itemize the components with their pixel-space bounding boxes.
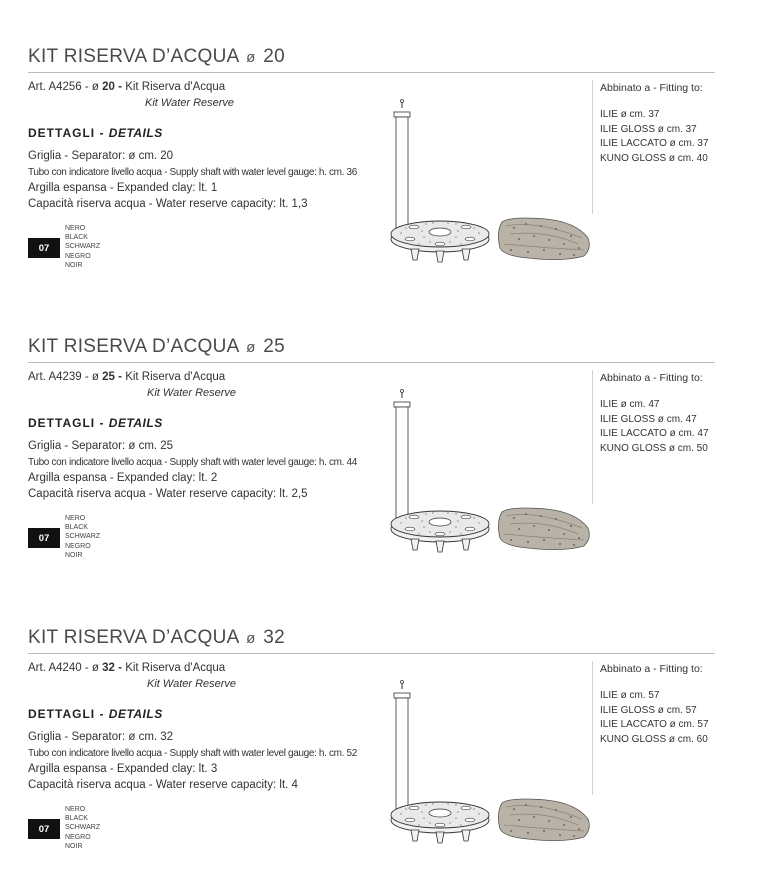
separator-grid	[391, 511, 489, 542]
diameter-symbol: ø	[246, 339, 256, 356]
fitting-title: Abbinato a - Fitting to:	[600, 82, 703, 94]
section-title: KIT RISERVA D’ACQUA ø 20	[28, 46, 285, 67]
supply-shaft-tube	[394, 100, 410, 235]
spec-capacity: Capacità riserva acqua - Water reserve capacity: lt. 1,3	[28, 198, 308, 210]
spec-separator: Griglia - Separator: ø cm. 25	[28, 440, 174, 452]
fitting-item: ILIE GLOSS ø cm. 37	[600, 124, 697, 135]
color-code-badge: 07	[28, 238, 60, 258]
fitting-item: KUNO GLOSS ø cm. 40	[600, 153, 708, 164]
article-name-en: Kit Water Reserve	[145, 97, 235, 109]
color-names: NERO BLACK SCHWARZ NEGRO NOIR	[65, 515, 101, 559]
fitting-item: ILIE ø cm. 57	[600, 690, 660, 701]
spec-expanded-clay: Argilla espansa - Expanded clay: lt. 3	[28, 763, 218, 775]
fitting-title: Abbinato a - Fitting to:	[600, 372, 703, 384]
divider	[28, 653, 715, 654]
details-heading: DETTAGLI - DETAILS	[28, 707, 163, 721]
product-section-25	[0, 290, 760, 580]
spec-separator: Griglia - Separator: ø cm. 20	[28, 150, 174, 162]
spec-separator: Griglia - Separator: ø cm. 32	[28, 731, 174, 743]
supply-shaft-tube	[394, 390, 410, 525]
spec-supply-shaft: Tubo con indicatore livello acqua - Supply shaft with water level gauge: h. cm. 52	[28, 748, 357, 759]
expanded-clay-bag	[498, 799, 589, 841]
fitting-item: ILIE LACCATO ø cm. 47	[600, 428, 709, 439]
expanded-clay-bag	[498, 508, 589, 550]
article-name-en: Kit Water Reserve	[147, 678, 237, 690]
separator-grid	[391, 221, 489, 252]
spec-expanded-clay: Argilla espansa - Expanded clay: lt. 1	[28, 182, 218, 194]
spec-expanded-clay: Argilla espansa - Expanded clay: lt. 2	[28, 472, 218, 484]
color-names: NERO BLACK SCHWARZ NEGRO NOIR	[65, 806, 101, 850]
fitting-item: ILIE ø cm. 47	[600, 399, 660, 410]
fitting-item: ILIE LACCATO ø cm. 37	[600, 138, 709, 149]
spec-capacity: Capacità riserva acqua - Water reserve capacity: lt. 2,5	[28, 488, 308, 500]
supply-shaft-tube	[394, 681, 410, 816]
article-name-en: Kit Water Reserve	[147, 387, 237, 399]
separator-grid	[391, 802, 489, 833]
color-code-badge: 07	[28, 819, 60, 839]
diameter-symbol: ø	[246, 49, 256, 66]
product-section-32	[0, 581, 760, 871]
fitting-item: ILIE LACCATO ø cm. 57	[600, 719, 709, 730]
fitting-item: KUNO GLOSS ø cm. 50	[600, 443, 708, 454]
expanded-clay-bag	[498, 218, 589, 260]
article-line: Art. A4239 - ø 25 - Kit Riserva d'Acqua	[28, 371, 226, 383]
details-heading: DETTAGLI - DETAILS	[28, 126, 163, 140]
fitting-item: ILIE ø cm. 37	[600, 109, 660, 120]
product-section-20	[0, 0, 760, 290]
fitting-title: Abbinato a - Fitting to:	[600, 663, 703, 675]
fitting-item: KUNO GLOSS ø cm. 60	[600, 734, 708, 745]
section-title: KIT RISERVA D’ACQUA ø 32	[28, 627, 285, 648]
spec-supply-shaft: Tubo con indicatore livello acqua - Supply shaft with water level gauge: h. cm. 44	[28, 457, 357, 468]
article-line: Art. A4240 - ø 32 - Kit Riserva d'Acqua	[28, 662, 226, 674]
water-reserve-kit-illustration	[386, 98, 596, 268]
article-line: Art. A4256 - ø 20 - Kit Riserva d'Acqua	[28, 81, 226, 93]
color-code-badge: 07	[28, 528, 60, 548]
diameter-symbol: ø	[246, 630, 256, 647]
details-heading: DETTAGLI - DETAILS	[28, 416, 163, 430]
section-title: KIT RISERVA D’ACQUA ø 25	[28, 336, 285, 357]
water-reserve-kit-illustration	[386, 679, 596, 849]
divider	[28, 72, 715, 73]
spec-supply-shaft: Tubo con indicatore livello acqua - Supply shaft with water level gauge: h. cm. 36	[28, 167, 357, 178]
divider	[28, 362, 715, 363]
fitting-item: ILIE GLOSS ø cm. 47	[600, 414, 697, 425]
water-reserve-kit-illustration	[386, 388, 596, 558]
color-names: NERO BLACK SCHWARZ NEGRO NOIR	[65, 225, 101, 269]
fitting-item: ILIE GLOSS ø cm. 57	[600, 705, 697, 716]
spec-capacity: Capacità riserva acqua - Water reserve capacity: lt. 4	[28, 779, 298, 791]
